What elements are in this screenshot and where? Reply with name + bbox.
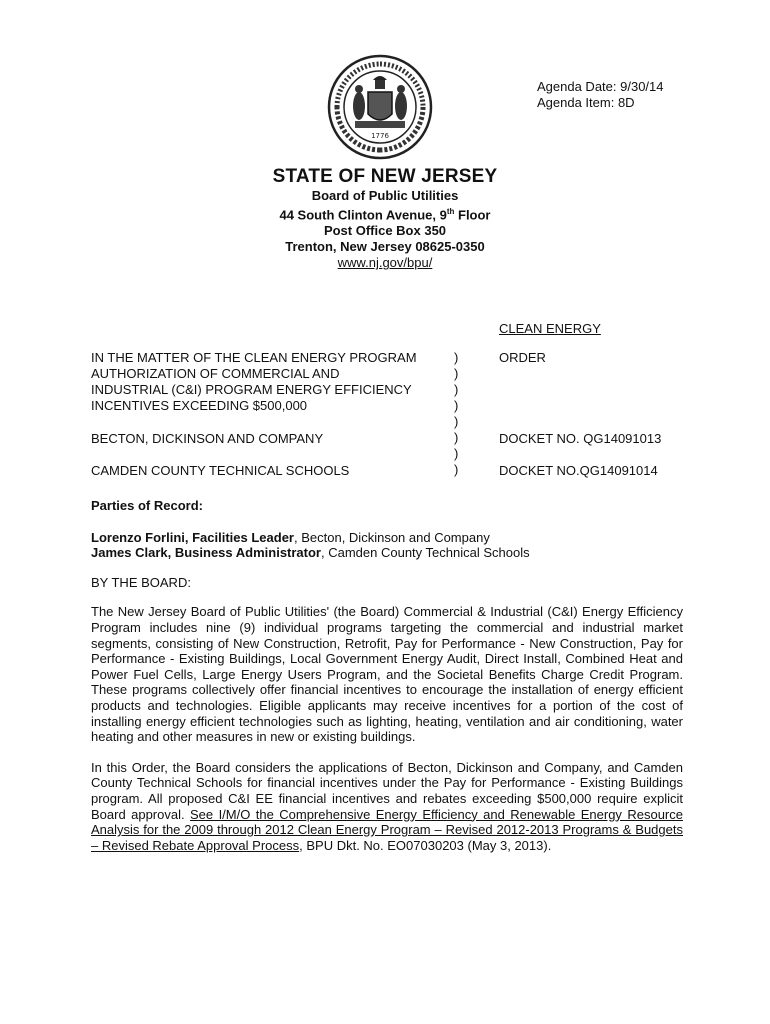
svg-text:1776: 1776 <box>371 132 389 140</box>
street-address <box>0 204 770 223</box>
order-body <box>91 498 683 853</box>
po-box: Post Office Box 350 <box>323 223 447 239</box>
legal-citation: See I/M/O the Comprehensive Energy Efficiency and Renewable Energy Resource Analysis for the 2009 through 2012 Clean Energy Program – Revised 2012-2013 Programs & Budgets – Revised Rebate Approval Process <box>91 806 683 853</box>
party-of-record-2 <box>91 545 683 561</box>
order-label: ORDER <box>499 350 546 365</box>
matter-title <box>91 350 451 414</box>
party-name: James Clark, Business Administrator <box>91 545 321 561</box>
party-org: , Camden County Technical Schools <box>321 545 530 561</box>
state-title: STATE OF NEW JERSEY <box>272 166 498 187</box>
street-address-floor: Floor <box>454 207 491 223</box>
floor-ordinal: th <box>446 207 455 216</box>
order-category: CLEAN ENERGY <box>499 321 601 336</box>
paren: ) <box>454 462 459 477</box>
matter-line: INCENTIVES EXCEEDING $500,000 <box>91 398 308 413</box>
docket-camden: DOCKET NO.QG14091014 <box>499 463 658 478</box>
caption-parens <box>454 350 468 478</box>
docket-becton: DOCKET NO. QG14091013 <box>499 431 662 446</box>
parties-heading: Parties of Record: <box>91 498 203 513</box>
paren: ) <box>454 430 459 445</box>
new-jersey-state-seal <box>327 54 433 160</box>
paren: ) <box>454 366 459 381</box>
letterhead <box>0 166 770 271</box>
party-of-record-1 <box>91 530 683 546</box>
paragraph-applications <box>91 760 683 854</box>
matter-line: INDUSTRIAL (C&I) PROGRAM ENERGY EFFICIENCY <box>91 382 412 397</box>
paren: ) <box>454 398 459 413</box>
street-address-main: 44 South Clinton Avenue, 9 <box>279 207 447 223</box>
board-name: Board of Public Utilities <box>311 188 459 203</box>
agenda-item: Agenda Item: 8D <box>537 95 635 110</box>
party-name: Lorenzo Forlini, Facilities Leader <box>91 529 294 545</box>
paren: ) <box>454 414 459 429</box>
party-org: , Becton, Dickinson and Company <box>294 529 490 545</box>
agenda-info <box>537 79 664 111</box>
party-camden: CAMDEN COUNTY TECHNICAL SCHOOLS <box>91 463 350 478</box>
city-state-zip: Trenton, New Jersey 08625-0350 <box>285 239 485 255</box>
matter-line: IN THE MATTER OF THE CLEAN ENERGY PROGRAM <box>91 350 417 365</box>
agenda-date: Agenda Date: 9/30/14 <box>537 79 664 94</box>
website-link[interactable]: www.nj.gov/bpu/ <box>337 255 433 271</box>
matter-line: AUTHORIZATION OF COMMERCIAL AND <box>91 366 340 381</box>
paren: ) <box>454 382 459 397</box>
paragraph-text: In this Order, the Board considers the applications of Becton, Dickinson and Company, and Camden County Technical Schools for financial incentives under the Pay for Performance - Existing Buildings program. All proposed C&I EE financial incentives and rebates exceeding $500,000 require explicit Board approval. <box>91 759 683 822</box>
paren: ) <box>454 350 459 365</box>
paragraph-text: , BPU Dkt. No. EO07030203 (May 3, 2013). <box>299 837 552 853</box>
paren: ) <box>454 446 459 461</box>
by-the-board: BY THE BOARD: <box>91 574 191 590</box>
paragraph-programs: The New Jersey Board of Public Utilities' (the Board) Commercial & Industrial (C&I) Energy Efficiency Program includes nine (9) individual programs targeting the commercial and industrial market segments, consisting of New Construction, Retrofit, Pay for Performance - New Construction, Pay for Performance - Existing Buildings, Local Government Energy Audit, Direct Install, Combined Heat and Power Fuel Cells, Large Energy Users Program, and the Societal Benefits Charge Credit Program. These programs collectively offer financial incentives to encourage the installation of energy efficient products and technologies. Eligible applicants may receive incentives for a portion of the cost of installing energy efficient technologies such as lighting, heating, ventilation and air conditioning, water heating and other measures in new or existing buildings. <box>91 604 683 745</box>
party-becton: BECTON, DICKINSON AND COMPANY <box>91 431 324 446</box>
